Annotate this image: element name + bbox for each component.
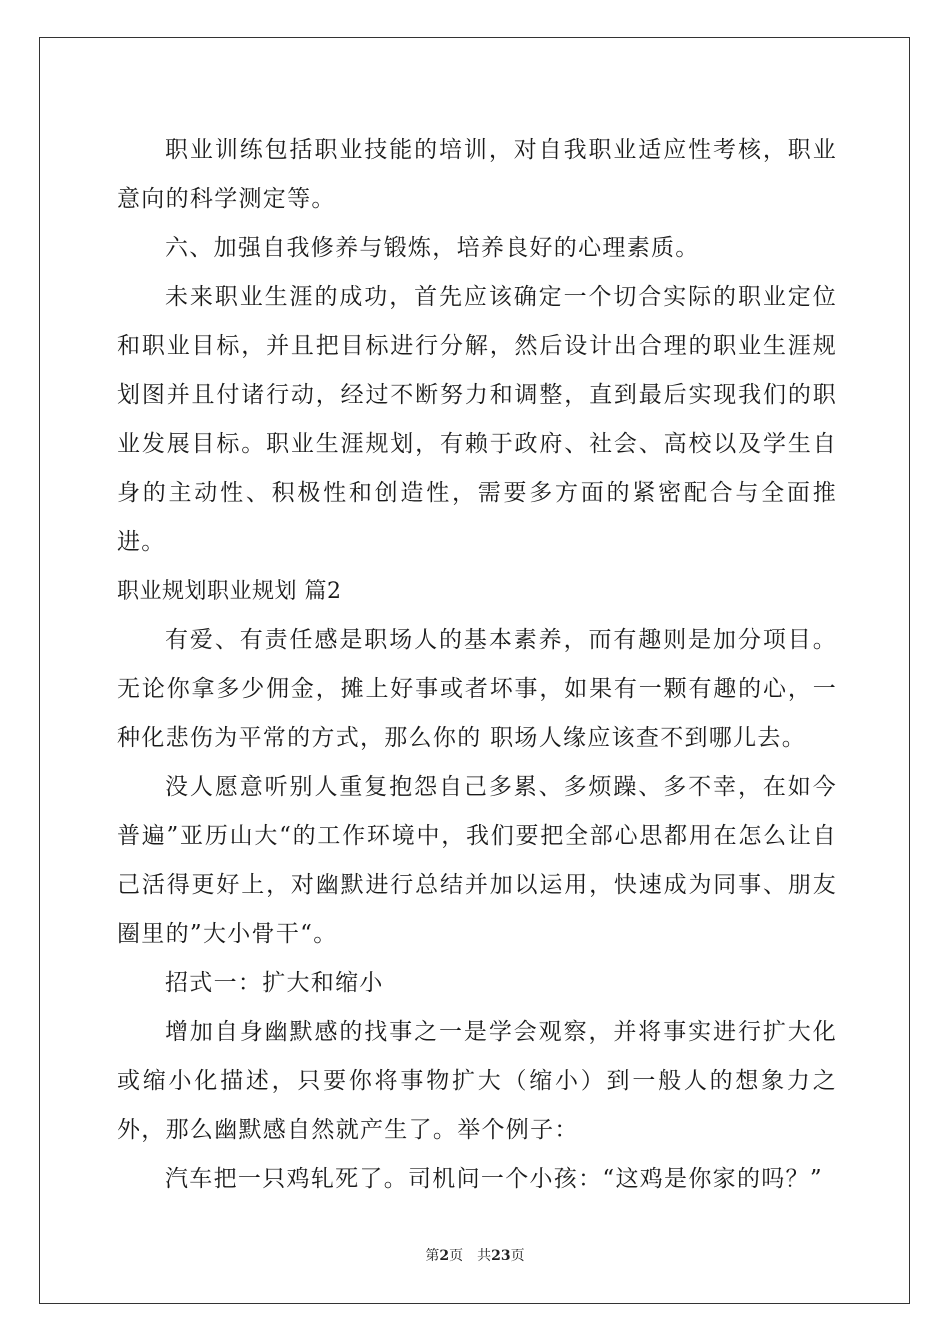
paragraph-1: 职业训练包括职业技能的培训，对自我职业适应性考核，职业意向的科学测定等。 (117, 137, 837, 212)
paragraph-7: 招式一：扩大和缩小 (165, 970, 384, 996)
paragraph-2: 六、加强自我修养与锻炼，培养良好的心理素质。 (165, 235, 700, 261)
paragraph-3: 未来职业生涯的成功，首先应该确定一个切合实际的职业定位和职业目标，并且把目标进行分解，然后设计出合理的职业生涯规划图并且付诸行动，经过不断努力和调整，直到最后实现我们的职业发展目标。职业生涯规划，有赖于政府、社会、高校以及学生自身的主动性、积极性和创造性，需要多方面的紧密配合与全面推进。 (117, 284, 837, 555)
page-footer (0, 1245, 950, 1265)
document-body (117, 126, 837, 1204)
paragraph-9: 汽车把一只鸡轧死了。司机问一个小孩：“这鸡是你家的吗？” (165, 1166, 823, 1192)
paragraph-6: 没人愿意听别人重复抱怨自己多累、多烦躁、多不幸，在如今普遍”亚历山大“的工作环境中，我们要把全部心思都用在怎么让自己活得更好上，对幽默进行总结并加以运用，快速成为同事、朋友圈里的”大小骨干“。 (117, 774, 837, 947)
footer-prefix: 第 (425, 1248, 440, 1264)
footer-mid: 页 共 (449, 1248, 492, 1264)
footer-total-pages: 23 (491, 1248, 511, 1264)
paragraph-8: 增加自身幽默感的找事之一是学会观察，并将事实进行扩大化或缩小化描述，只要你将事物扩大（缩小）到一般人的想象力之外，那么幽默感自然就产生了。举个例子： (117, 1019, 837, 1143)
footer-suffix: 页 (510, 1248, 525, 1264)
footer-page-number: 2 (439, 1248, 450, 1264)
section-heading: 职业规划职业规划 篇2 (117, 579, 342, 604)
paragraph-5: 有爱、有责任感是职场人的基本素养，而有趣则是加分项目。无论你拿多少佣金，摊上好事或者坏事，如果有一颗有趣的心，一种化悲伤为平常的方式，那么你的 职场人缘应该查不到哪儿去。 (117, 627, 837, 751)
